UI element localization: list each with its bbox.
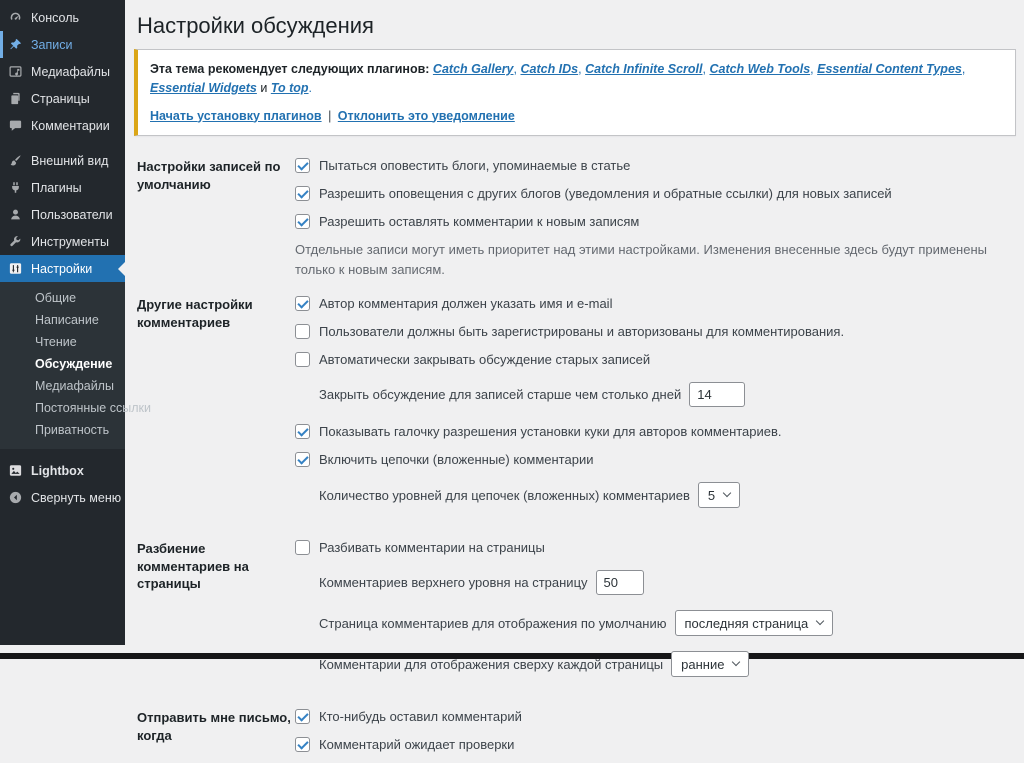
select-value: последняя страница	[684, 615, 809, 631]
select-value: ранние	[681, 656, 725, 672]
checkbox[interactable]	[295, 158, 310, 173]
comments-per-page-input[interactable]	[596, 570, 644, 595]
plugin-link-catch-ids[interactable]: Catch IDs	[520, 62, 579, 76]
dashboard-gauge-icon	[8, 10, 23, 25]
checkbox[interactable]	[295, 214, 310, 229]
checkbox[interactable]	[295, 186, 310, 201]
image-icon	[8, 463, 23, 478]
section-label: Разбиение комментариев на страницы	[137, 541, 249, 592]
section-comment-pagination	[137, 538, 1016, 692]
collapse-arrow-icon	[8, 490, 23, 505]
sidebar-item-label: Комментарии	[31, 118, 110, 133]
plugin-link-essential-content-types[interactable]: Essential Content Types	[817, 62, 962, 76]
checkbox-row-allow-pingbacks[interactable]: Разрешить оповещения с других блогов (уведомления и обратные ссылки) для новых записей	[295, 184, 1016, 203]
sidebar-item-label: Настройки	[31, 261, 93, 276]
chevron-down-icon	[723, 489, 731, 497]
plug-icon	[8, 180, 23, 195]
override-note: Отдельные записи могут иметь приоритет над этими настройками. Изменения внесенные здесь будут применены только к новым записям.	[295, 242, 987, 277]
checkbox-row-allow-comments[interactable]: Разрешить оставлять комментарии к новым записям	[295, 212, 1016, 231]
submenu-item-discussion[interactable]: Обсуждение	[35, 357, 113, 371]
submenu-item-permalinks[interactable]: Постоянные ссылки	[35, 401, 151, 415]
plugin-link-essential-widgets[interactable]: Essential Widgets	[150, 80, 257, 95]
wrench-icon	[8, 234, 23, 249]
sidebar-item-lightbox[interactable]	[0, 457, 125, 484]
sidebar-item-comments[interactable]	[0, 112, 125, 139]
comments-order-row: Комментарии для отображения сверху каждой страницы ранние	[295, 651, 1016, 677]
sidebar-item-users[interactable]	[0, 201, 125, 228]
comments-order-select[interactable]	[671, 651, 749, 677]
settings-submenu	[0, 282, 151, 449]
menu-separator	[0, 449, 125, 457]
sidebar-item-label: Свернуть меню	[31, 490, 122, 505]
checkbox-row-show-cookies-opt-in[interactable]: Показывать галочку разрешения установки куки для авторов комментариев.	[295, 422, 1016, 441]
sidebar-item-label: Плагины	[31, 180, 82, 195]
section-email-me-whenever	[137, 707, 1016, 763]
comments-per-page-row: Комментариев верхнего уровня на страницу 50	[295, 570, 1016, 595]
plugin-link-catch-web-tools[interactable]: Catch Web Tools	[709, 62, 811, 76]
checkbox[interactable]	[295, 424, 310, 439]
checkbox[interactable]	[295, 352, 310, 367]
checkbox-row-auto-close-comments[interactable]: Автоматически закрывать обсуждение старых записей	[295, 350, 1016, 369]
checkbox[interactable]	[295, 709, 310, 724]
checkbox[interactable]	[295, 737, 310, 752]
sidebar-item-pages[interactable]	[0, 85, 125, 112]
admin-sidebar	[0, 0, 151, 645]
close-comments-days-input[interactable]	[689, 382, 745, 407]
section-label: Другие настройки комментариев	[137, 297, 253, 330]
plugin-recommendation-notice	[134, 49, 1016, 136]
submenu-item-privacy[interactable]: Приватность	[35, 423, 110, 437]
notice-intro: Эта тема рекомендует следующих плагинов:	[150, 62, 430, 76]
sidebar-item-dashboard[interactable]	[0, 4, 125, 31]
sidebar-item-label: Медиафайлы	[31, 64, 110, 79]
checkbox-row-require-name-email[interactable]: Автор комментария должен указать имя и e-mail	[295, 294, 1016, 313]
section-label: Отправить мне письмо, когда	[137, 710, 291, 743]
sidebar-item-media[interactable]	[0, 58, 125, 85]
close-comments-days-row: Закрыть обсуждение для записей старше чем столько дней 14	[295, 382, 1016, 407]
checkbox-row-threaded-comments[interactable]: Включить цепочки (вложенные) комментарии	[295, 450, 1016, 469]
submenu-item-writing[interactable]: Написание	[35, 313, 99, 327]
pushpin-icon	[8, 37, 23, 52]
sidebar-item-plugins[interactable]	[0, 174, 125, 201]
current-menu-arrow	[118, 262, 125, 276]
sidebar-item-label: Пользователи	[31, 207, 113, 222]
sidebar-item-label: Консоль	[31, 10, 80, 25]
checkbox-row-comment-held-moderation[interactable]: Комментарий ожидает проверки	[295, 735, 1016, 754]
section-label: Настройки записей по умолчанию	[137, 159, 281, 192]
comment-bubble-icon	[8, 118, 23, 133]
select-value: 5	[707, 487, 716, 503]
notice-actions: Начать установку плагинов | Отклонить это уведомление	[150, 108, 515, 123]
person-icon	[8, 207, 23, 222]
sidebar-item-posts[interactable]	[0, 31, 125, 58]
begin-installing-plugins-link[interactable]: Начать установку плагинов	[150, 108, 322, 123]
sidebar-item-tools[interactable]	[0, 228, 125, 255]
paintbrush-icon	[8, 153, 23, 168]
chevron-down-icon	[816, 617, 824, 625]
sidebar-item-label: Записи	[31, 37, 73, 52]
sidebar-item-label: Страницы	[31, 91, 90, 106]
sidebar-item-label: Внешний вид	[31, 153, 109, 168]
default-comments-page-row: Страница комментариев для отображения по умолчанию последняя страница	[295, 610, 1016, 636]
thread-depth-select[interactable]	[698, 482, 740, 508]
section-other-comment-settings	[137, 294, 1016, 523]
plugin-link-catch-gallery[interactable]: Catch Gallery	[432, 62, 514, 76]
checkbox-row-anyone-comments[interactable]: Кто-нибудь оставил комментарий	[295, 707, 1016, 726]
submenu-item-general[interactable]: Общие	[35, 291, 77, 305]
checkbox[interactable]	[295, 324, 310, 339]
thread-depth-row: Количество уровней для цепочек (вложенных) комментариев 5	[295, 482, 1016, 508]
checkbox-row-require-registration[interactable]: Пользователи должны быть зарегистрированы и авторизованы для комментирования.	[295, 322, 1016, 341]
submenu-item-media[interactable]: Медиафайлы	[35, 379, 114, 393]
checkbox[interactable]	[295, 452, 310, 467]
sidebar-item-appearance[interactable]	[0, 147, 125, 174]
plugin-link-catch-infinite-scroll[interactable]: Catch Infinite Scroll	[585, 62, 703, 76]
checkbox-row-paginate-comments[interactable]: Разбивать комментарии на страницы	[295, 538, 1016, 557]
notice-text: Эта тема рекомендует следующих плагинов: Catch Gallery, Catch IDs, Catch Infinite Scroll, Catch Web Tools, Essential Content Types, Essential Widgets и To top.	[150, 62, 966, 95]
plugin-link-to-top[interactable]: To top	[270, 80, 309, 95]
media-note-icon	[8, 64, 23, 79]
settings-page	[125, 0, 1024, 752]
menu-separator	[0, 139, 125, 147]
pages-icon	[8, 91, 23, 106]
settings-sliders-icon	[8, 261, 23, 276]
sidebar-item-settings[interactable]	[0, 255, 125, 282]
dismiss-notice-link[interactable]: Отклонить это уведомление	[337, 108, 515, 123]
section-default-post-settings	[137, 156, 1016, 279]
default-comments-page-select[interactable]	[675, 610, 834, 636]
chevron-down-icon	[732, 658, 740, 666]
page-title: Настройки обсуждения	[137, 13, 374, 38]
checkbox-row-notify-blogs[interactable]: Пытаться оповестить блоги, упоминаемые в статье	[295, 156, 1016, 175]
submenu-item-reading[interactable]: Чтение	[35, 335, 77, 349]
collapse-menu-button[interactable]	[0, 484, 125, 511]
sidebar-item-label: Инструменты	[31, 234, 109, 249]
sidebar-item-label: Lightbox	[31, 463, 84, 478]
checkbox[interactable]	[295, 540, 310, 555]
checkbox[interactable]	[295, 296, 310, 311]
